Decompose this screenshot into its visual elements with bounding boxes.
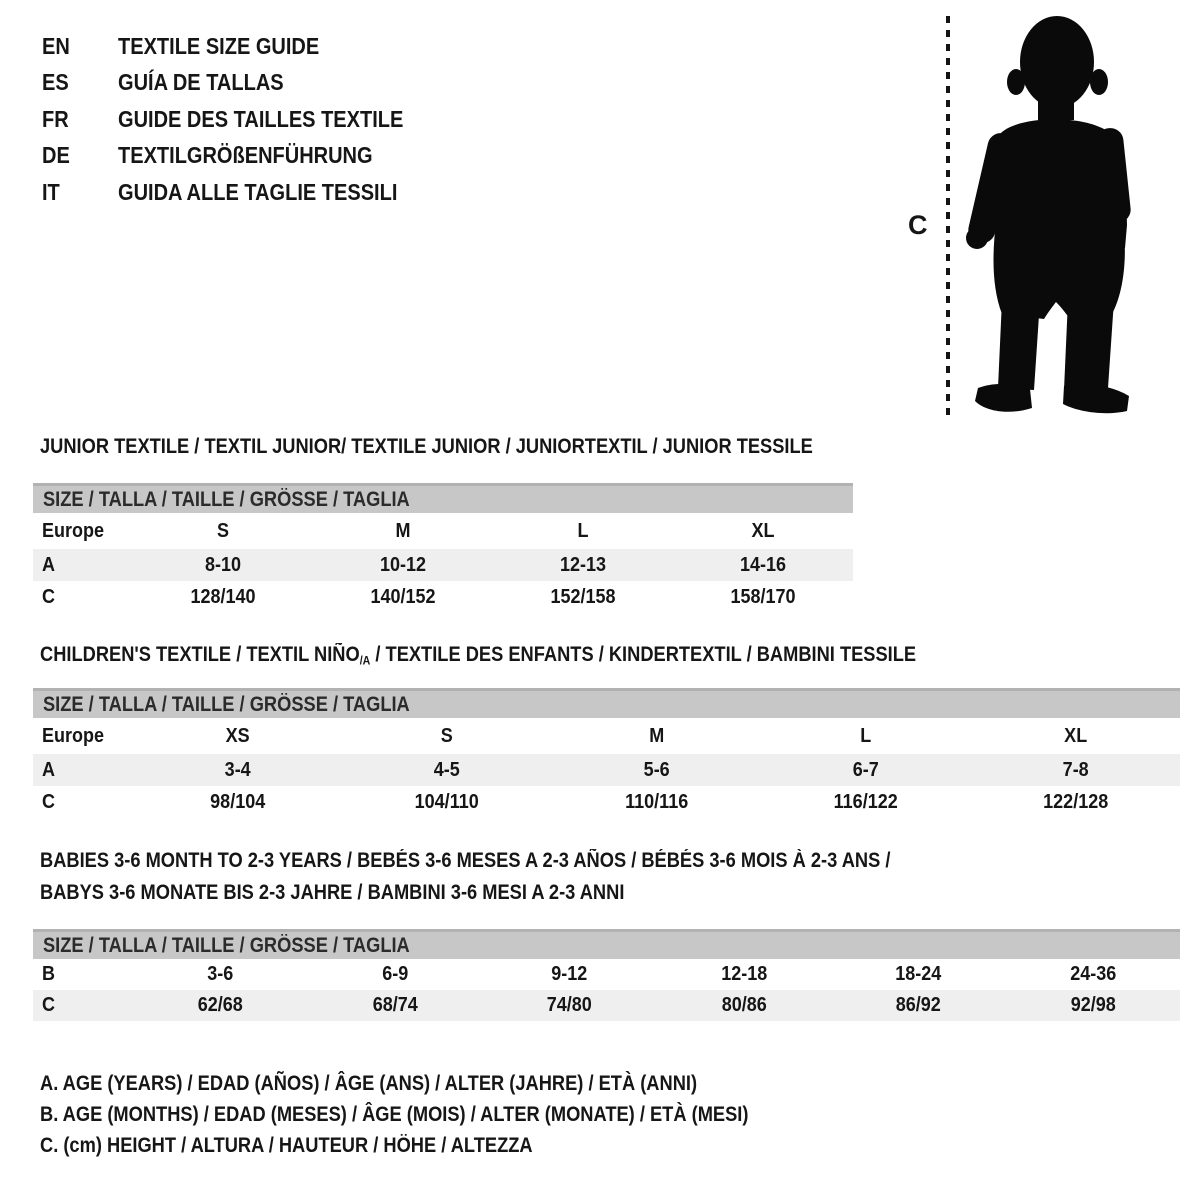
children-height-row bbox=[33, 786, 1180, 818]
age-value: 4-5 bbox=[434, 758, 461, 781]
months-value: 24-36 bbox=[1069, 963, 1116, 985]
height-value: 122/128 bbox=[1042, 790, 1108, 813]
size-value: M bbox=[395, 519, 411, 542]
height-value: 62/68 bbox=[197, 994, 243, 1016]
silhouette-ear-right bbox=[1090, 69, 1108, 95]
silhouette-leg-left bbox=[998, 300, 1040, 390]
age-value: 5-6 bbox=[643, 758, 670, 781]
row-label: C bbox=[42, 585, 56, 608]
age-value: 8-10 bbox=[204, 553, 242, 576]
region-label: Europe bbox=[42, 724, 105, 747]
measure-legend bbox=[40, 1068, 854, 1161]
silhouette-hand-right bbox=[1101, 203, 1121, 223]
height-value: 128/140 bbox=[190, 585, 256, 608]
junior-section-title: JUNIOR TEXTILE / TEXTIL JUNIOR/ TEXTILE JUNIOR / JUNIORTEXTIL / JUNIOR TESSILE bbox=[40, 435, 813, 458]
lang-code-es: ES bbox=[42, 69, 69, 96]
babies-size-header-band: SIZE / TALLA / TAILLE / GRÖSSE / TAGLIA bbox=[33, 929, 1180, 959]
babies-height-row bbox=[33, 990, 1180, 1021]
children-age-row bbox=[33, 754, 1180, 786]
height-value: 86/92 bbox=[895, 994, 941, 1016]
height-value: 152/158 bbox=[550, 585, 616, 608]
lang-title-es: GUÍA DE TALLAS bbox=[118, 69, 284, 96]
age-value: 14-16 bbox=[739, 553, 787, 576]
size-value: S bbox=[216, 519, 230, 542]
junior-height-row bbox=[33, 581, 853, 613]
babies-size-table bbox=[33, 929, 1180, 1021]
lang-code-en: EN bbox=[42, 32, 70, 59]
children-section-title: CHILDREN'S TEXTILE / TEXTIL $NIÑO_{/A}$ / TEXTILE DES ENFANTS / KINDERTEXTIL / BAMBINI TESSILE bbox=[40, 643, 917, 668]
size-value: L bbox=[577, 519, 589, 542]
junior-europe-row bbox=[33, 513, 853, 549]
legend-age-months: B. AGE (MONTHS) / EDAD (MESES) / ÂGE (MOIS) / ALTER (MONATE) / ETÀ (MESI) bbox=[40, 1102, 749, 1126]
height-value: 92/98 bbox=[1070, 994, 1116, 1016]
junior-age-row bbox=[33, 549, 853, 581]
legend-age-years: A. AGE (YEARS) / EDAD (AÑOS) / ÂGE (ANS) / ALTER (JAHRE) / ETÀ (ANNI) bbox=[40, 1071, 698, 1095]
junior-size-table bbox=[33, 483, 853, 613]
height-value: 140/152 bbox=[370, 585, 436, 608]
lang-row-de bbox=[42, 138, 446, 175]
silhouette-hand-left bbox=[966, 227, 988, 249]
height-value: 98/104 bbox=[210, 790, 266, 813]
size-value: L bbox=[860, 724, 872, 747]
row-label: C bbox=[42, 790, 56, 813]
height-value: 110/116 bbox=[624, 790, 689, 813]
lang-row-es bbox=[42, 65, 446, 102]
age-value: 10-12 bbox=[379, 553, 427, 576]
toddler-silhouette-icon bbox=[950, 0, 1150, 420]
lang-code-it: IT bbox=[42, 178, 60, 205]
months-value: 12-18 bbox=[720, 963, 767, 985]
silhouette-foot-right bbox=[1063, 384, 1129, 413]
silhouette-neck bbox=[1038, 90, 1074, 120]
size-value: M bbox=[648, 724, 664, 747]
lang-code-de: DE bbox=[42, 142, 70, 169]
lang-title-it: GUIDA ALLE TAGLIE TESSILI bbox=[118, 178, 398, 205]
months-value: 18-24 bbox=[895, 963, 942, 985]
silhouette-leg-right bbox=[1064, 300, 1114, 390]
row-label: A bbox=[42, 758, 56, 781]
age-value: 7-8 bbox=[1062, 758, 1089, 781]
region-label: Europe bbox=[42, 519, 105, 542]
height-figure-area bbox=[880, 0, 1200, 430]
age-value: 12-13 bbox=[559, 553, 607, 576]
months-value: 9-12 bbox=[551, 963, 588, 985]
months-value: 6-9 bbox=[381, 963, 408, 985]
legend-height-cm: C. (cm) HEIGHT / ALTURA / HAUTEUR / HÖHE / ALTEZZA bbox=[40, 1133, 533, 1157]
babies-section-title-line1: BABIES 3-6 MONTH TO 2-3 YEARS / BEBÉS 3-6 MESES A 2-3 AÑOS / BÉBÉS 3-6 MOIS À 2-3 ANS / bbox=[40, 849, 891, 872]
months-value: 3-6 bbox=[207, 963, 234, 985]
height-value: 158/170 bbox=[730, 585, 796, 608]
height-value: 74/80 bbox=[546, 994, 592, 1016]
height-value: 80/86 bbox=[721, 994, 767, 1016]
row-label: C bbox=[42, 994, 56, 1016]
babies-section-title-line2: BABYS 3-6 MONATE BIS 2-3 JAHRE / BAMBINI 3-6 MESI A 2-3 ANNI bbox=[40, 881, 625, 904]
lang-code-fr: FR bbox=[42, 105, 69, 132]
silhouette-ear-left bbox=[1007, 69, 1025, 95]
height-measure-label: C bbox=[908, 210, 928, 240]
size-value: XL bbox=[1063, 724, 1087, 747]
babies-months-row bbox=[33, 959, 1180, 990]
nino-a-subscript: /A bbox=[359, 653, 371, 668]
children-size-header-band: SIZE / TALLA / TAILLE / GRÖSSE / TAGLIA bbox=[33, 688, 1180, 718]
lang-row-fr bbox=[42, 101, 446, 138]
size-value: XL bbox=[751, 519, 775, 542]
lang-title-de: TEXTILGRÖßENFÜHRUNG bbox=[118, 142, 373, 169]
height-value: 104/110 bbox=[415, 790, 480, 813]
junior-size-header-band: SIZE / TALLA / TAILLE / GRÖSSE / TAGLIA bbox=[33, 483, 853, 513]
children-europe-row bbox=[33, 718, 1180, 754]
row-label: B bbox=[42, 963, 56, 985]
lang-row-en bbox=[42, 28, 446, 65]
row-label: A bbox=[42, 553, 56, 576]
lang-row-it bbox=[42, 174, 446, 211]
height-value: 116/122 bbox=[833, 790, 898, 813]
children-size-table bbox=[33, 688, 1180, 818]
height-value: 68/74 bbox=[372, 994, 418, 1016]
size-value: XS bbox=[225, 724, 250, 747]
age-value: 6-7 bbox=[852, 758, 879, 781]
language-title-list bbox=[42, 28, 446, 211]
age-value: 3-4 bbox=[224, 758, 251, 781]
silhouette-foot-left bbox=[975, 384, 1032, 412]
size-value: S bbox=[441, 724, 454, 747]
lang-title-fr: GUIDE DES TAILLES TEXTILE bbox=[118, 105, 404, 132]
lang-title-en: TEXTILE SIZE GUIDE bbox=[118, 32, 320, 59]
